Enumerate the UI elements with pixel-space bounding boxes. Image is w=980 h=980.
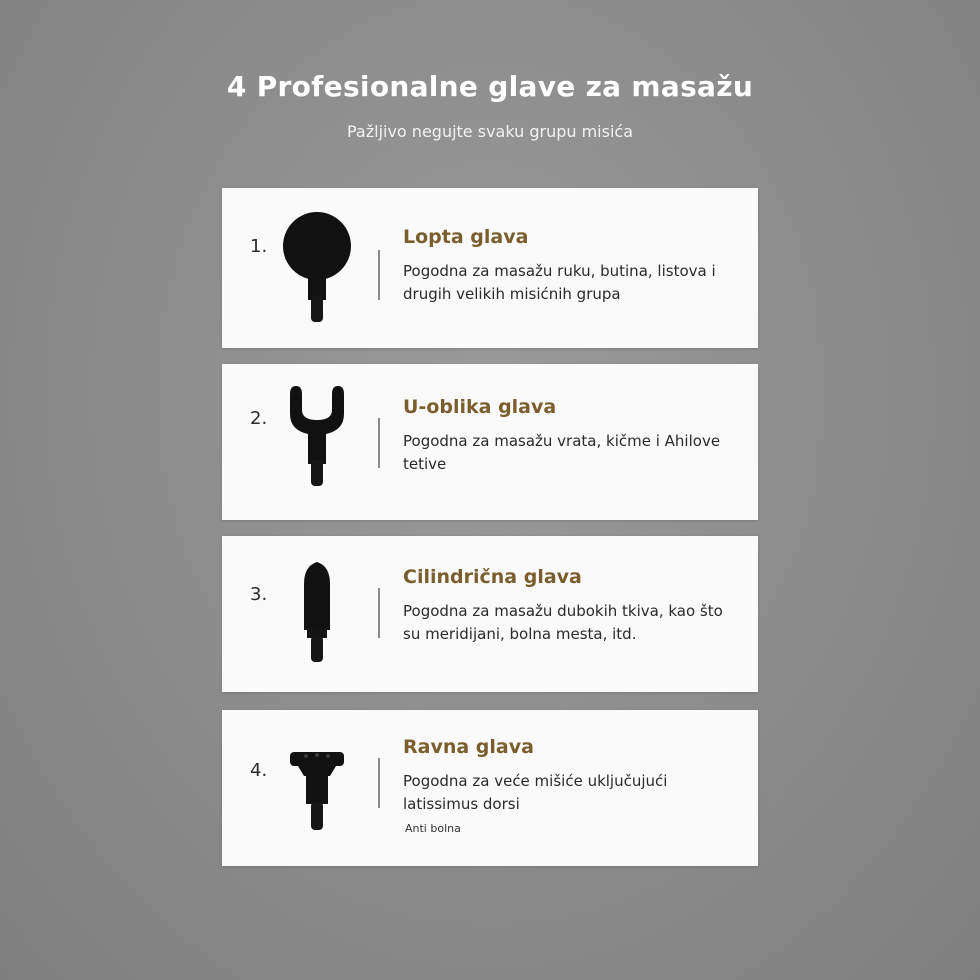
- head-name: Ravna glava: [403, 736, 534, 758]
- ball-head-icon: [282, 210, 362, 326]
- item-number: 4.: [250, 760, 268, 781]
- head-description: Pogodna za masažu ruku, butina, listova i drugih velikih misićnih grupa: [403, 262, 716, 303]
- head-description: Pogodna za masažu vrata, kičme i Ahilove tetive: [403, 432, 721, 473]
- divider: [378, 758, 380, 808]
- head-name: U-oblika glava: [403, 396, 557, 418]
- head-name: Cilindrična glava: [403, 566, 582, 588]
- head-name: Lopta glava: [403, 226, 529, 248]
- massage-head-card-u-shaped: [222, 364, 758, 520]
- item-number: 3.: [250, 584, 268, 605]
- divider: [378, 250, 380, 300]
- flat-head-icon: [282, 748, 362, 834]
- item-number: 2.: [250, 408, 268, 429]
- massage-head-card-flat: [222, 710, 758, 866]
- item-number: 1.: [250, 236, 268, 257]
- massage-head-card-ball: [222, 188, 758, 348]
- divider: [378, 588, 380, 638]
- head-description: Pogodna za masažu dubokih tkiva, kao što su meridijani, bolna mesta, itd.: [403, 602, 723, 643]
- page-subtitle: Pažljivo negujte svaku grupu misića: [346, 122, 634, 141]
- u-shaped-head-icon: [282, 384, 362, 490]
- divider: [378, 418, 380, 468]
- page-title: 4 Profesionalne glave za masažu: [226, 70, 754, 103]
- head-description: Pogodna za veće mišiće uključujući latissimus dorsi: [403, 772, 668, 813]
- massage-head-card-cylindrical: [222, 536, 758, 692]
- cylindrical-head-icon: [282, 560, 362, 664]
- head-note: Anti bolna: [405, 822, 461, 835]
